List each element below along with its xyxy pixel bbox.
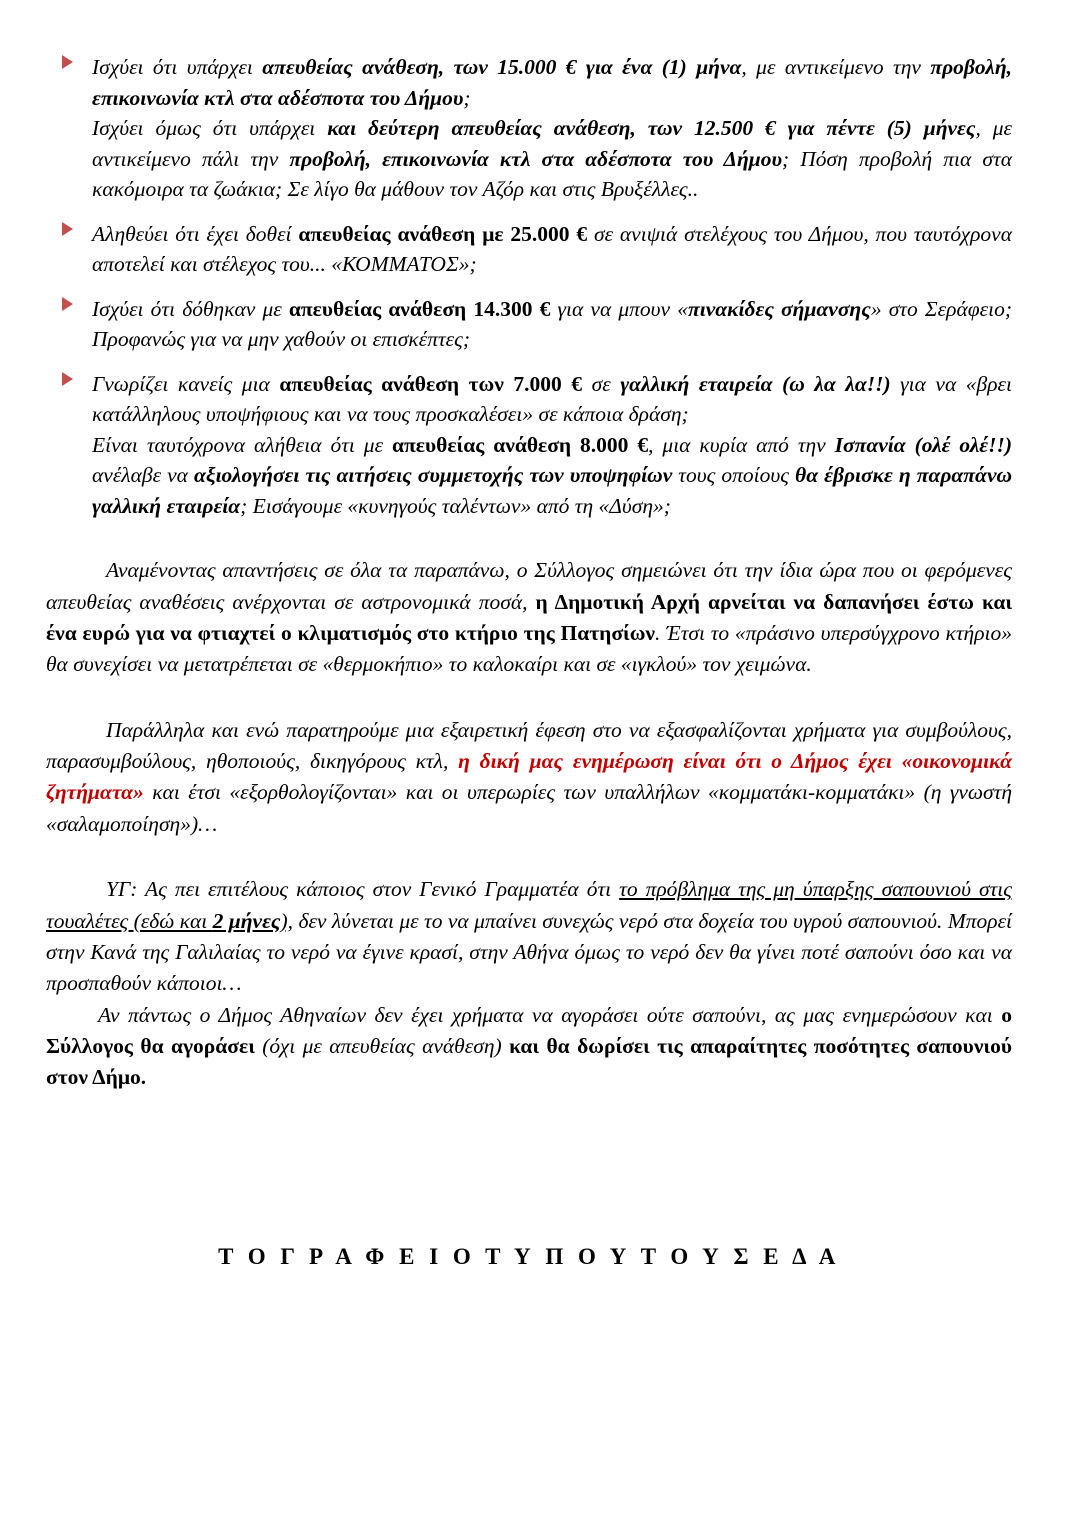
list-item-text: Ισχύει ότι υπάρχει απευθείας ανάθεση, των 15.000 € για ένα (1) μήνα, με αντικείμενο την προβολή, επικοινωνία κτλ στα αδέσποτα του Δήμου; Ισχύει όμως ότι υπάρχει και δεύτερη απευθείας ανάθεση, των 12.500 € για πέντε (5) μήνες, με αντικείμενο πάλι την προβολή, επικοινωνία κτλ στα αδέσποτα του Δήμου; Πόση προβολή πια στα κακόμοιρα τα ζωάκια; Σε λίγο θα μάθουν τον Αζόρ και στις Βρυξέλλες.. xyxy=(92,55,1012,202)
list-item xyxy=(46,294,1012,355)
list-item-text: Γνωρίζει κανείς μια απευθείας ανάθεση των 7.000 € σε γαλλική εταιρεία (ω λα λα!!) για να «βρει κατάλληλους υποψήφιους και να τους προσκαλέσει» σε κάποια δράση; Είναι ταυτόχρονα αλήθεια ότι με απευθείας ανάθεση 8.000 €, μια κυρία από την Ισπανία (ολέ ολέ!!) ανέλαβε να αξιολογήσει τις αιτήσεις συμμετοχής των υποψηφίων τους οποίους θα έβρισκε η παραπάνω γαλλική εταιρεία; Εισάγουμε «κυνηγούς ταλέντων» από τη «Δύση»; xyxy=(92,371,1013,518)
paragraph-two: Παράλληλα και ενώ παρατηρούμε μια εξαιρετική έφεση στο να εξασφαλίζονται χρήματα για συμβούλους, παρασυμβούλους, ηθοποιούς, δικηγόρους κτλ, η δική μας ενημέρωση είναι ότι ο Δήμος έχει «οικονομικά ζητήματα» και έτσι «εξορθολογίζονται» και οι υπερωρίες των υπαλλήλων «κομματάκι-κομματάκι» (η γνωστή «σαλαμοποίηση»)… xyxy=(46,717,1012,836)
arrow-bullet-icon xyxy=(60,370,76,388)
arrow-bullet-icon xyxy=(60,295,76,313)
paragraph-one: Αναμένοντας απαντήσεις σε όλα τα παραπάνω, ο Σύλλογος σημειώνει ότι την ίδια ώρα που οι φερόμενες απευθείας αναθέσεις ανέρχονται σε αστρονομικά ποσά, η Δημοτική Αρχή αρνείται να δαπανήσει έστω και ένα ευρώ για να φτιαχτεί ο κλιματισμός στο κτήριο της Πατησίων. Έτσι το «πράσινο υπερσύγχρονο κτήριο» θα συνεχίσει να μετατρέπεται σε «θερμοκήπιο» το καλοκαίρι και σε «ιγκλού» τον χειμώνα. xyxy=(46,558,1012,677)
list-item-text: Αληθεύει ότι έχει δοθεί απευθείας ανάθεση με 25.000 € σε ανιψιά στελέχους του Δήμου, που ταυτόχρονα αποτελεί και στέλεχος του... «ΚΟΜΜΑΤΟΣ»; xyxy=(92,221,1012,277)
paragraph-four: Αν πάντως ο Δήμος Αθηναίων δεν έχει χρήματα να αγοράσει ούτε σαπούνι, ας μας ενημερώσουν και ο Σύλλογος θα αγοράσει (όχι με απευθείας ανάθεση) και θα δωρίσει τις απαραίτητες ποσότητες σαπουνιού στον Δήμο. xyxy=(46,1002,1012,1090)
press-office-signature: Τ Ο Γ Ρ Α Φ Ε Ι Ο Τ Υ Π Ο Υ Τ Ο Υ Σ Ε Δ Α xyxy=(218,1243,840,1269)
paragraph-three: ΥΓ: Ας πει επιτέλους κάποιος στον Γενικό Γραμματέα ότι το πρόβλημα της μη ύπαρξης σαπουνιού στις τουαλέτες (εδώ και 2 μήνες), δεν λύνεται με το να μπαίνει συνεχώς νερό στα δοχεία του υγρού σαπουνιού. Μπορεί στην Κανά της Γαλιλαίας το νερό να έγινε κρασί, στην Αθήνα όμως το νερό δεν θα γίνει ποτέ σαπούνι όσο και να προσπαθούν κάποιοι… xyxy=(46,877,1013,996)
list-item xyxy=(46,369,1012,522)
list-item-text: Ισχύει ότι δόθηκαν με απευθείας ανάθεση 14.300 € για να μπουν «πινακίδες σήμανσης» στο Σεράφειο; Προφανώς για να μην χαθούν οι επισκέπτες; xyxy=(92,296,1012,352)
arrow-bullet-icon xyxy=(60,53,76,71)
bullet-list xyxy=(46,52,1012,521)
list-item xyxy=(46,52,1012,205)
list-item xyxy=(46,219,1012,280)
arrow-bullet-icon xyxy=(60,220,76,238)
